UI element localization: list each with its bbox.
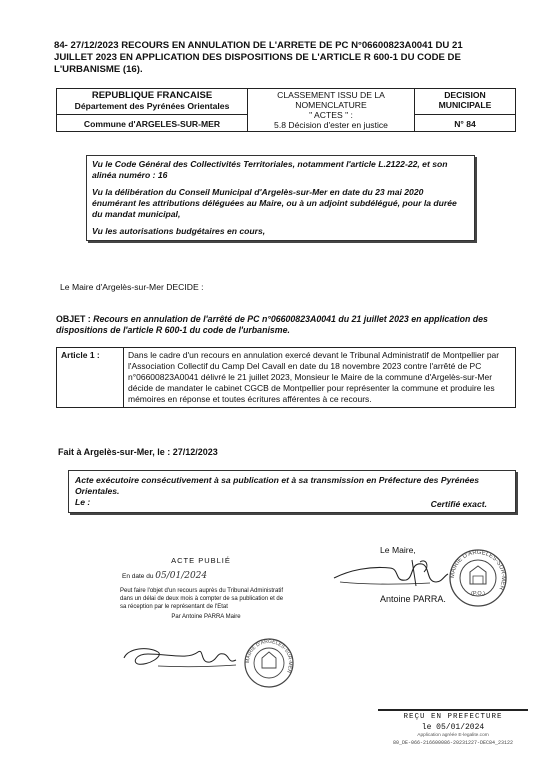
publication-signature	[118, 640, 243, 674]
le-maire-label: Le Maire,	[380, 545, 416, 555]
classement-line-2: NOMENCLATURE	[295, 100, 367, 110]
executoire-text: Acte exécutoire consécutivement à sa publication et à sa transmission en Préfecture des Pyrénées Orientales.	[75, 475, 480, 496]
visa-2: Vu la délibération du Conseil Municipal d'Argelès-sur-Mer en date du 23 mai 2020 énumérant les attributions déléguées au Maire, ou à un adjoint subdélégué, pour la durée du mandat municipal,	[92, 187, 457, 219]
prefecture-note: Application agréée E-legalite.com	[417, 733, 489, 738]
publication-date-label: En date du	[122, 573, 154, 580]
header-cell-decision	[415, 89, 516, 115]
republique: REPUBLIQUE FRANCAISE	[91, 90, 213, 101]
mayor-signature	[330, 552, 460, 592]
header-cell-republique	[57, 89, 248, 115]
objet-label: OBJET :	[56, 314, 91, 324]
departement: Département des Pyrénées Orientales	[74, 101, 230, 111]
classement-line-1: CLASSEMENT ISSU DE LA	[277, 90, 385, 100]
publication-stamp	[240, 636, 298, 690]
executoire-le: Le :	[75, 497, 91, 507]
certifie-exact: Certifié exact.	[430, 499, 487, 509]
mairie-stamp	[444, 548, 512, 608]
objet	[56, 314, 502, 336]
classement-line-3: " ACTES " :	[309, 110, 353, 120]
decision-line-2: MUNICIPALE	[438, 100, 492, 110]
article-label: Article 1 :	[57, 348, 124, 408]
publication-block	[106, 556, 296, 620]
executoire-box	[68, 470, 516, 513]
stamp-ring-text: MAIRIE D'ARGELES-SUR-MER	[449, 549, 507, 591]
commune: Commune d'ARGELES-SUR-MER	[57, 114, 248, 131]
prefecture-title: REÇU EN PREFECTURE	[403, 713, 503, 721]
svg-text:MAIRIE D'ARGELES-SUR-MER	[450, 550, 506, 591]
decide-line: Le Maire d'Argelès-sur-Mer DECIDE :	[60, 282, 204, 292]
acte-publie-title: ACTE PUBLIÉ	[171, 556, 231, 565]
stamp-dept: (P.O.)	[471, 591, 485, 597]
mayor-name: Antoine PARRA.	[380, 594, 446, 604]
prefecture-id: 80_DE-066-216600086-20231227-DEC84_23122	[392, 740, 514, 746]
svg-text:MAIRIE D'ARGELES-SUR-MER	[245, 639, 293, 674]
prefecture-receipt	[378, 709, 528, 746]
header-table	[56, 88, 516, 132]
visas-box	[86, 155, 475, 241]
visa-1: Vu le Code Général des Collectivités Territoriales, notamment l'article L.2122-22, et son alinéa numéro : 16	[92, 159, 448, 180]
article-text: Dans le cadre d'un recours en annulation exercé devant le Tribunal Administratif de Montpellier par l'Association Collectif du Camp Del Cavall en date du 18 novembre 2023 contre l'arrêté de PC n°06600823A0041 délivré le 21 juillet 2023, Monsieur le Maire de la commune d'Argelès-sur-Mer décide de mandater le cabinet CGCB de Montpellier pour représenter la commune et produire les mémoires en réponse et toutes écritures afférentes à ce recours.	[124, 348, 516, 408]
visa-3: Vu les autorisations budgétaires en cours,	[92, 226, 266, 236]
header-cell-classement	[248, 89, 415, 132]
decision-number: N° 84	[415, 114, 516, 131]
stamp2-ring-text: MAIRIE D'ARGELES-SUR-MER	[244, 638, 294, 674]
recours-text: Peut faire l'objet d'un recours auprès du Tribunal Administratif dans un délai de deux mois à compter de sa publication et de sa réception par le représentant de l'Etat	[120, 588, 284, 610]
classement-line-4: 5.8 Décision d'ester en justice	[274, 120, 388, 130]
decision-line-1: DECISION	[444, 90, 486, 100]
publication-par: Par Antoine PARRA Maire	[171, 614, 241, 620]
fait-line: Fait à Argelès-sur-Mer, le : 27/12/2023	[58, 447, 218, 457]
article-table	[56, 347, 516, 408]
publication-date-value: 05/01/2024	[155, 571, 208, 581]
prefecture-date: le 05/01/2024	[421, 723, 485, 732]
objet-text: Recours en annulation de l'arrêté de PC n°06600823A0041 du 21 juillet 2023 en application des dispositions de l'article R 600-1 du code de l'urbanisme.	[56, 314, 488, 335]
publication-date-line	[106, 571, 296, 581]
document-title: 84- 27/12/2023 RECOURS EN ANNULATION DE L'ARRETE DE PC N°06600823A0041 DU 21 JUILLET 2023 EN APPLICATION DES DISPOSITIONS DE L'ARTICLE R 600-1 DU CODE DE L'URBANISME (16).	[54, 40, 463, 75]
